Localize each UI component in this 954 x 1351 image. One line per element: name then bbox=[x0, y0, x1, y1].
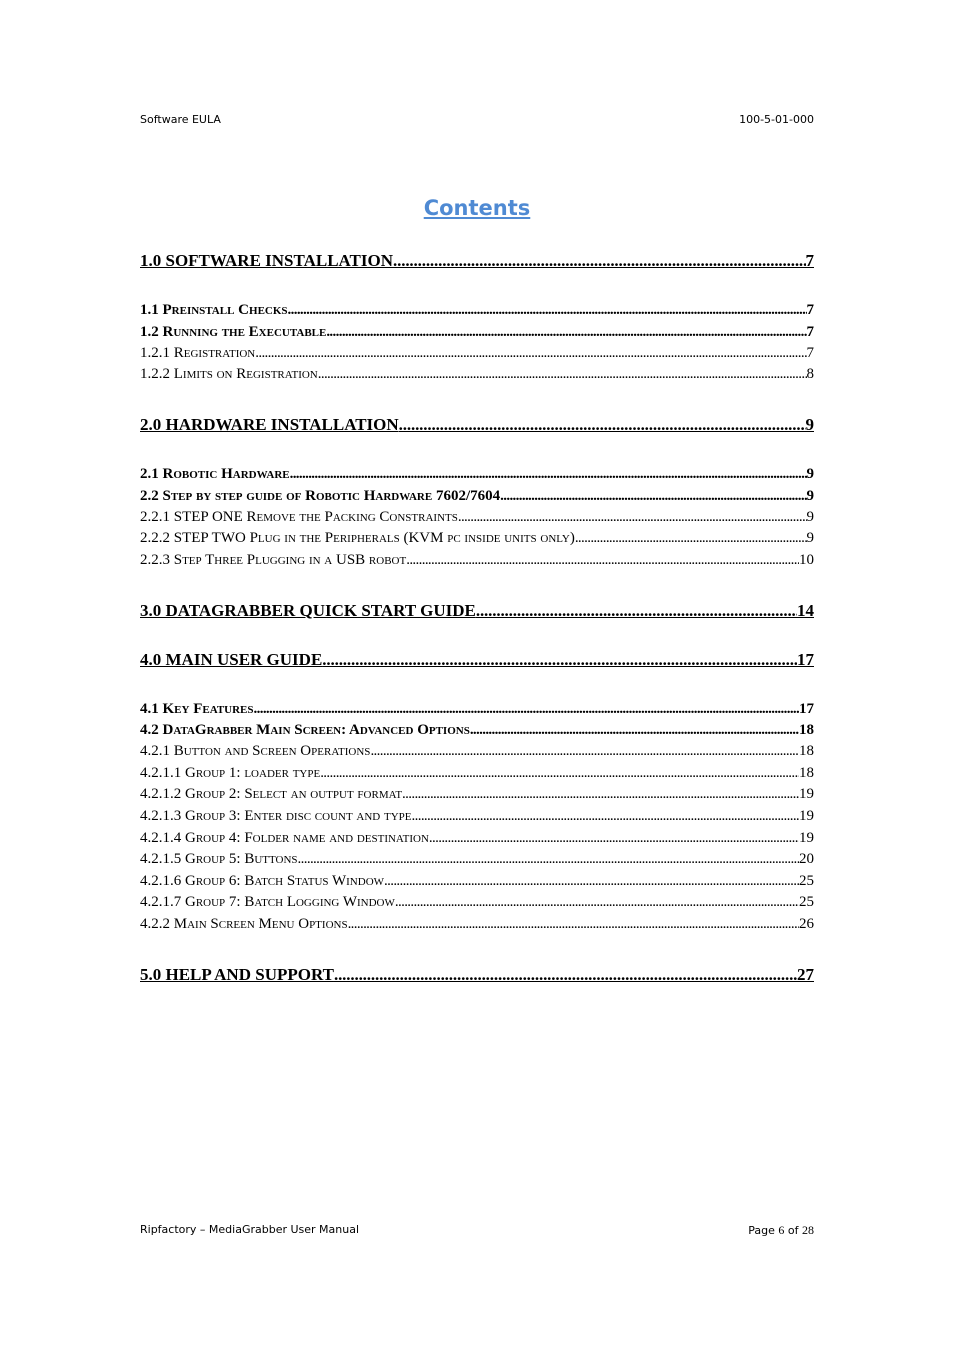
toc-entry-label: 4.2.1.6 Group 6: Batch Status Window bbox=[140, 873, 385, 889]
toc-entry[interactable] bbox=[140, 699, 814, 719]
toc-entry-page: 18 bbox=[799, 765, 814, 781]
toc-entry-label: 1.2 Running the Executable bbox=[140, 324, 327, 340]
toc-entry-label: 2.2 Step by step guide of Robotic Hardware 7602/7604 bbox=[140, 488, 501, 504]
toc-entry[interactable] bbox=[140, 741, 814, 761]
toc-entry[interactable] bbox=[140, 600, 814, 622]
toc-leader-dots bbox=[322, 649, 797, 671]
toc-entry-label: 4.2.2 Main Screen Menu Options bbox=[140, 916, 348, 932]
toc-leader-dots bbox=[370, 741, 799, 761]
toc-entry[interactable] bbox=[140, 849, 814, 869]
toc-leader-dots bbox=[500, 486, 806, 506]
toc-entry-page: 17 bbox=[797, 650, 814, 669]
toc-leader-dots bbox=[384, 871, 799, 891]
toc-entry-page: 7 bbox=[806, 324, 814, 340]
toc-entry[interactable] bbox=[140, 507, 814, 527]
toc-entry[interactable] bbox=[140, 914, 814, 934]
toc-entry-label: 1.2.2 Limits on Registration bbox=[140, 366, 318, 382]
toc-entry[interactable] bbox=[140, 763, 814, 783]
toc-entry-page: 26 bbox=[799, 916, 814, 932]
toc-leader-dots bbox=[393, 250, 805, 272]
toc-leader-dots bbox=[326, 322, 806, 342]
toc-entry-page: 7 bbox=[805, 251, 814, 270]
toc-leader-dots bbox=[298, 849, 799, 869]
toc-entry-page: 17 bbox=[799, 701, 814, 717]
toc-leader-dots bbox=[406, 550, 799, 570]
toc-entry-page: 7 bbox=[806, 302, 814, 318]
header-right: 100-5-01-000 bbox=[739, 113, 814, 126]
toc-entry-label: 4.2.1.5 Group 5: Buttons bbox=[140, 851, 298, 867]
contents-title: Contents bbox=[423, 196, 531, 220]
toc-leader-dots bbox=[402, 784, 799, 804]
toc-entry-label: 4.2 DataGrabber Main Screen: Advanced Options bbox=[140, 722, 470, 738]
toc-entry-label: 2.0 HARDWARE INSTALLATION bbox=[140, 415, 399, 434]
toc-leader-dots bbox=[399, 414, 806, 436]
toc-entry-label: 4.1 Key Features bbox=[140, 701, 254, 717]
page-footer bbox=[140, 1223, 814, 1238]
toc-leader-dots bbox=[412, 806, 799, 826]
toc-leader-dots bbox=[458, 507, 807, 527]
toc-entry-page: 10 bbox=[799, 552, 814, 568]
toc-leader-dots bbox=[288, 300, 807, 320]
toc-entry-page: 9 bbox=[806, 530, 814, 546]
toc-entry[interactable] bbox=[140, 871, 814, 891]
toc-entry[interactable] bbox=[140, 300, 814, 320]
toc-entry-page: 25 bbox=[799, 894, 814, 910]
toc-entry-label: 4.2.1.1 Group 1: loader type bbox=[140, 765, 321, 781]
toc-entry-label: 3.0 DATAGRABBER QUICK START GUIDE bbox=[140, 601, 476, 620]
toc-entry-label: 2.2.1 STEP ONE Remove the Packing Constraints bbox=[140, 509, 458, 525]
toc-leader-dots bbox=[476, 600, 797, 622]
toc-entry[interactable] bbox=[140, 649, 814, 671]
toc-entry-page: 8 bbox=[806, 366, 814, 382]
toc-entry-label: 4.2.1.2 Group 2: Select an output format bbox=[140, 786, 403, 802]
toc-entry-label: 5.0 HELP AND SUPPORT bbox=[140, 965, 334, 984]
toc-leader-dots bbox=[429, 828, 799, 848]
toc-entry-page: 7 bbox=[806, 345, 814, 361]
footer-left: Ripfactory – MediaGrabber User Manual bbox=[140, 1223, 360, 1236]
toc-entry[interactable] bbox=[140, 322, 814, 342]
toc-entry-label: 4.2.1 Button and Screen Operations bbox=[140, 743, 371, 759]
toc-leader-dots bbox=[254, 699, 799, 719]
toc-entry-label: 4.0 MAIN USER GUIDE bbox=[140, 650, 323, 669]
toc-leader-dots bbox=[395, 892, 799, 912]
toc-entry-label: 1.1 Preinstall Checks bbox=[140, 302, 288, 318]
toc-entry-page: 9 bbox=[806, 466, 814, 482]
toc-entry-label: 2.2.2 STEP TWO Plug in the Peripherals (KVM pc inside units only) bbox=[140, 530, 575, 546]
toc-entry[interactable] bbox=[140, 784, 814, 804]
toc-leader-dots bbox=[290, 464, 807, 484]
toc-entry-label: 4.2.1.7 Group 7: Batch Logging Window bbox=[140, 894, 395, 910]
toc-entry-label: 2.1 Robotic Hardware bbox=[140, 466, 290, 482]
toc-leader-dots bbox=[334, 964, 797, 986]
toc-entry-label: 2.2.3 Step Three Plugging in a USB robot bbox=[140, 552, 407, 568]
toc-entry[interactable] bbox=[140, 528, 814, 548]
toc-entry[interactable] bbox=[140, 343, 814, 363]
toc-entry-page: 19 bbox=[799, 830, 814, 846]
toc-entry-page: 20 bbox=[799, 851, 814, 867]
toc-leader-dots bbox=[320, 763, 799, 783]
toc-entry[interactable] bbox=[140, 250, 814, 272]
toc-entry[interactable] bbox=[140, 892, 814, 912]
toc-entry-label: 4.2.1.3 Group 3: Enter disc count and type bbox=[140, 808, 412, 824]
toc-entry-page: 25 bbox=[799, 873, 814, 889]
page-header bbox=[140, 113, 814, 127]
toc-entry-page: 27 bbox=[797, 965, 814, 984]
footer-page-number: Page 6 of 28 bbox=[748, 1223, 814, 1237]
toc-entry[interactable] bbox=[140, 964, 814, 986]
toc-entry-page: 19 bbox=[799, 808, 814, 824]
toc-entry[interactable] bbox=[140, 364, 814, 384]
toc-entry-label: 1.2.1 Registration bbox=[140, 345, 256, 361]
toc-entry-page: 9 bbox=[806, 488, 814, 504]
toc-entry-label: 4.2.1.4 Group 4: Folder name and destination bbox=[140, 830, 429, 846]
toc-entry-page: 18 bbox=[799, 722, 814, 738]
toc-entry-page: 19 bbox=[799, 786, 814, 802]
toc-leader-dots bbox=[348, 914, 799, 934]
toc-entry[interactable] bbox=[140, 828, 814, 848]
toc-entry-page: 9 bbox=[805, 415, 814, 434]
toc-entry[interactable] bbox=[140, 414, 814, 436]
toc-entry[interactable] bbox=[140, 806, 814, 826]
toc-leader-dots bbox=[575, 528, 807, 548]
toc-entry-page: 9 bbox=[806, 509, 814, 525]
toc-entry-page: 18 bbox=[799, 743, 814, 759]
toc-leader-dots bbox=[318, 364, 807, 384]
header-left: Software EULA bbox=[140, 113, 221, 126]
toc-entry[interactable] bbox=[140, 550, 814, 570]
toc-entry[interactable] bbox=[140, 464, 814, 484]
toc-entry[interactable] bbox=[140, 720, 814, 740]
toc-leader-dots bbox=[470, 720, 799, 740]
toc-leader-dots bbox=[255, 343, 806, 363]
toc-entry-page: 14 bbox=[797, 601, 814, 620]
toc-entry-label: 1.0 SOFTWARE INSTALLATION bbox=[140, 251, 394, 270]
toc-entry[interactable] bbox=[140, 486, 814, 506]
